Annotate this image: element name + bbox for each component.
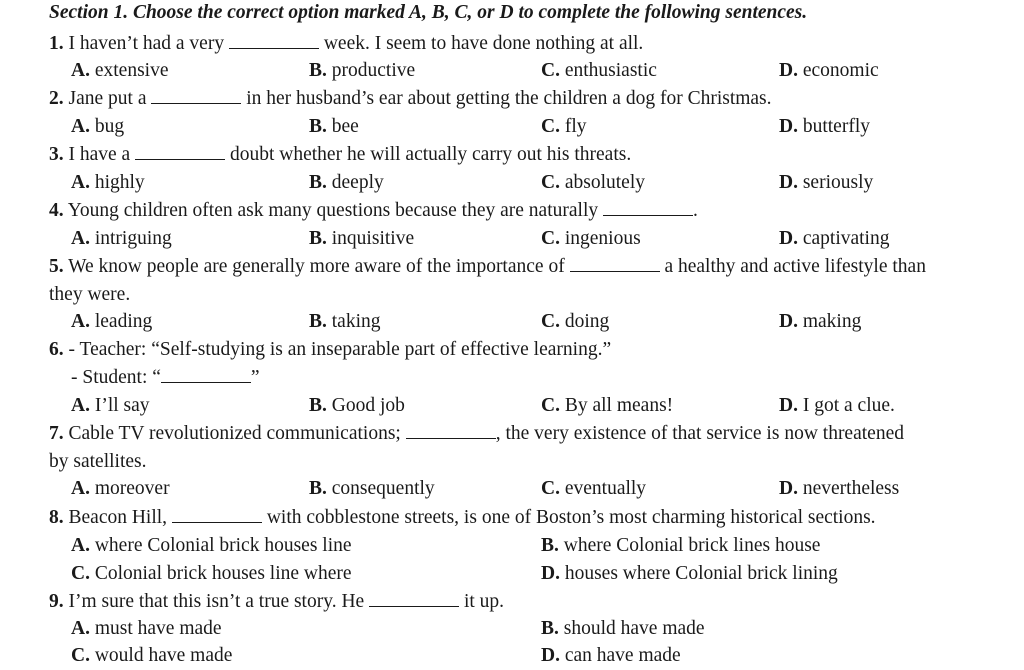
question-4 [49,197,698,225]
option-d[interactable]: D. captivating [779,228,890,249]
option-a[interactable]: A. highly [71,172,145,193]
option-c[interactable]: C. ingenious [541,228,641,249]
question-text: Cable TV revolutionized communications; [63,423,406,444]
question-number: 6. [49,339,64,360]
option-a[interactable]: A. must have made [71,618,222,639]
question-text: I have a [63,144,136,165]
option-a[interactable]: A. where Colonial brick houses line [71,535,352,556]
question-1 [49,30,643,58]
option-c[interactable]: C. eventually [541,478,647,499]
question-text: week. I seem to have done nothing at all. [318,33,644,54]
option-a[interactable]: A. bug [71,116,125,137]
option-a[interactable]: A. I’ll say [71,395,150,416]
question-2 [49,85,772,113]
answer-blank[interactable] [151,87,241,104]
option-a[interactable]: A. extensive [71,60,169,81]
question-text: . [693,200,698,221]
question-text: in her husband’s ear about getting the children a dog for Christmas. [241,88,772,109]
question-text: Beacon Hill, [63,507,172,528]
option-c[interactable]: C. By all means! [541,395,674,416]
section-heading: Section 1. Choose the correct option marked A, B, C, or D to complete the following sentences. [49,2,808,23]
option-c[interactable]: C. enthusiastic [541,60,657,81]
option-a[interactable]: A. intriguing [71,228,172,249]
question-number: 3. [49,144,64,165]
option-a[interactable]: A. moreover [71,478,170,499]
question-text: it up. [459,591,505,612]
answer-blank[interactable] [369,590,459,607]
question-8 [49,504,876,532]
option-c[interactable]: C. fly [541,116,587,137]
question-text: Young children often ask many questions because they are naturally [63,200,603,221]
question-text: a healthy and active lifestyle than [659,256,926,277]
option-b[interactable]: B. deeply [309,172,384,193]
option-d[interactable]: D. can have made [541,645,681,666]
answer-blank[interactable] [570,255,660,272]
option-d[interactable]: D. economic [779,60,879,81]
answer-blank[interactable] [603,199,693,216]
option-d[interactable]: D. butterfly [779,116,870,137]
option-c[interactable]: C. Colonial brick houses line where [71,563,352,584]
option-c[interactable]: C. doing [541,311,610,332]
question-continuation: they were. [49,284,131,305]
answer-blank[interactable] [161,366,251,383]
question-text: I’m sure that this isn’t a true story. He [63,591,370,612]
closing-quote: ” [250,367,260,388]
question-number: 4. [49,200,64,221]
student-prompt: - Student: “ [71,367,161,388]
question-5 [49,253,926,281]
option-b[interactable]: B. should have made [541,618,705,639]
answer-blank[interactable] [135,143,225,160]
option-d[interactable]: D. houses where Colonial brick lining [541,563,838,584]
answer-blank[interactable] [229,32,319,49]
option-b[interactable]: B. bee [309,116,359,137]
question-number: 7. [49,423,64,444]
question-number: 1. [49,33,64,54]
option-b[interactable]: B. consequently [309,478,435,499]
answer-blank[interactable] [406,422,496,439]
question-6 [49,336,611,364]
option-a[interactable]: A. leading [71,311,153,332]
option-b[interactable]: B. Good job [309,395,405,416]
question-text: We know people are generally more aware of the importance of [63,256,570,277]
question-number: 8. [49,507,64,528]
option-b[interactable]: B. taking [309,311,381,332]
question-text: Jane put a [63,88,152,109]
question-3 [49,141,631,169]
option-d[interactable]: D. I got a clue. [779,395,895,416]
question-continuation: by satellites. [49,451,147,472]
option-d[interactable]: D. seriously [779,172,874,193]
option-b[interactable]: B. productive [309,60,416,81]
student-line [71,364,260,392]
option-c[interactable]: C. absolutely [541,172,645,193]
option-d[interactable]: D. nevertheless [779,478,900,499]
question-text: doubt whether he will actually carry out his threats. [225,144,632,165]
question-number: 9. [49,591,64,612]
question-text: , the very existence of that service is now threatened [495,423,904,444]
option-d[interactable]: D. making [779,311,862,332]
question-number: 5. [49,256,64,277]
question-text: I haven’t had a very [63,33,229,54]
answer-blank[interactable] [172,506,262,523]
question-7 [49,420,904,448]
option-b[interactable]: B. where Colonial brick lines house [541,535,821,556]
option-b[interactable]: B. inquisitive [309,228,415,249]
option-c[interactable]: C. would have made [71,645,233,666]
question-text: - Teacher: “Self-studying is an inseparable part of effective learning.” [63,339,612,360]
question-text: with cobblestone streets, is one of Boston’s most charming historical sections. [261,507,876,528]
question-9 [49,588,504,616]
question-number: 2. [49,88,64,109]
